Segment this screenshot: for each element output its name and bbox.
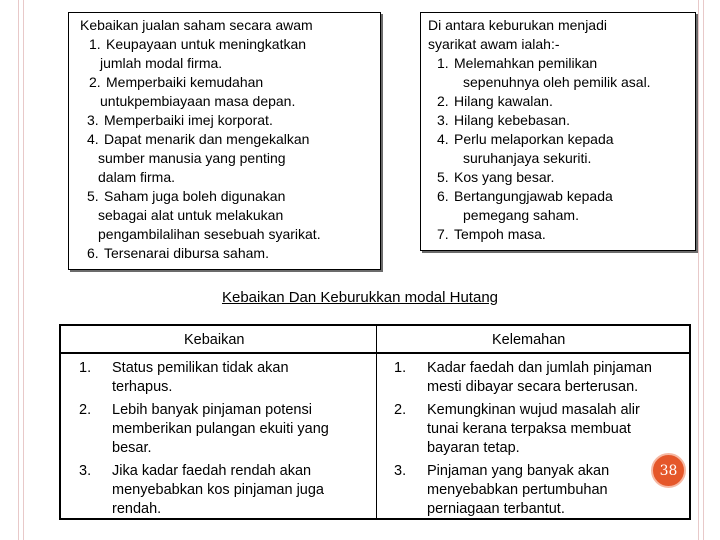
list-item-line: Perlu melaporkan kepada [454, 131, 614, 147]
table-cell-line: mesti dibayar secara berterusan. [427, 379, 639, 395]
advantages-box-title: Kebaikan jualan saham secara awam [80, 17, 313, 33]
table-cell [112, 359, 289, 397]
table-header-divider [61, 352, 689, 354]
list-item-line: Memperbaiki imej korporat. [104, 112, 273, 128]
list-item-line: Melemahkan pemilikan [454, 55, 598, 71]
disadvantages-box-title [428, 16, 607, 54]
list-item-line: Memperbaiki kemudahan [106, 74, 264, 90]
table-cell-line: Lebih banyak pinjaman potensi [112, 402, 312, 418]
list-item-line: pengambilalihan sesebuah syarikat. [98, 226, 321, 242]
column-header-kelemahan: Kelemahan [492, 332, 566, 348]
decor-line-right-2 [703, 0, 704, 540]
section-title: Kebaikan Dan Keburukkan modal Hutang [221, 289, 498, 306]
list-item-line: sumber manusia yang penting [98, 150, 286, 166]
list-item-number: 3. [87, 112, 99, 128]
list-item-line: Dapat menarik dan mengekalkan [104, 131, 310, 147]
table-cell [112, 401, 329, 458]
table-cell-line: perniagaan terbantut. [427, 501, 565, 517]
list-item-number: 2. [89, 74, 101, 90]
decor-line-left-2 [23, 0, 24, 540]
list-item-line: Hilang kawalan. [454, 93, 553, 109]
list-item-line: Keupayaan untuk meningkatkan [106, 36, 307, 52]
table-cell [427, 401, 640, 458]
table-cell-line: Status pemilikan tidak akan [112, 360, 289, 376]
table-cell [427, 462, 609, 519]
table-cell-line: memberikan pulangan ekuiti yang [112, 421, 329, 437]
table-row-number: 3. [394, 463, 407, 479]
comparison-table [59, 324, 691, 520]
table-cell-line: bayaran tetap. [427, 440, 520, 456]
page-number-badge: 38 [651, 453, 686, 488]
disadvantages-box [420, 12, 696, 251]
list-item-number: 7. [437, 226, 449, 242]
decor-line-left-1 [18, 0, 19, 540]
table-cell-line: tunai kerana terpaksa membuat [427, 421, 631, 437]
disadvantages-title-line: Di antara keburukan menjadi [428, 17, 607, 33]
table-cell-line: rendah. [112, 501, 162, 517]
list-item-line: untukpembiayaan masa depan. [100, 93, 296, 109]
list-item-number: 1. [437, 55, 449, 71]
table-row-number: 3. [79, 463, 92, 479]
table-cell-line: Jika kadar faedah rendah akan [112, 463, 312, 479]
table-cell [112, 462, 324, 519]
list-item-number: 5. [437, 169, 449, 185]
table-cell-line: terhapus. [112, 379, 173, 395]
list-item-number: 5. [87, 188, 99, 204]
advantages-box [68, 12, 381, 270]
list-item-number: 1. [89, 36, 101, 52]
table-cell-line: Pinjaman yang banyak akan [427, 463, 610, 479]
table-cell-line: menyebabkan kos pinjaman juga [112, 482, 324, 498]
list-item-number: 2. [437, 93, 449, 109]
table-row-number: 2. [394, 402, 407, 418]
list-item-line: Tempoh masa. [454, 226, 546, 242]
column-header-kebaikan: Kebaikan [184, 332, 245, 348]
list-item-line: Kos yang besar. [454, 169, 555, 185]
table-cell-line: besar. [112, 440, 152, 456]
list-item-line: jumlah modal firma. [100, 55, 223, 71]
list-item-number: 6. [437, 188, 449, 204]
list-item-number: 4. [87, 131, 99, 147]
list-item-line: Bertangungjawab kepada [454, 188, 613, 204]
table-cell-line: menyebabkan pertumbuhan [427, 482, 608, 498]
list-item-line: sebagai alat untuk melakukan [98, 207, 284, 223]
list-item-line: dalam firma. [98, 169, 176, 185]
table-row-number: 2. [79, 402, 92, 418]
list-item-line: pemegang saham. [463, 207, 579, 223]
list-item-line: Hilang kebebasan. [454, 112, 570, 128]
table-row-number: 1. [394, 360, 407, 376]
table-column-divider [376, 326, 377, 518]
list-item-line: Saham juga boleh digunakan [104, 188, 286, 204]
list-item-line: Tersenarai dibursa saham. [104, 245, 269, 261]
list-item-line: suruhanjaya sekuriti. [463, 150, 592, 166]
list-item-number: 3. [437, 112, 449, 128]
table-row-number: 1. [79, 360, 92, 376]
list-item-number: 4. [437, 131, 449, 147]
list-item-line: sepenuhnya oleh pemilik asal. [463, 74, 651, 90]
decor-line-right-1 [698, 0, 699, 540]
disadvantages-title-line: syarikat awam ialah:- [428, 36, 560, 52]
table-cell-line: Kemungkinan wujud masalah alir [427, 402, 640, 418]
table-cell-line: Kadar faedah dan jumlah pinjaman [427, 360, 652, 376]
list-item-number: 6. [87, 245, 99, 261]
table-cell [427, 359, 652, 397]
